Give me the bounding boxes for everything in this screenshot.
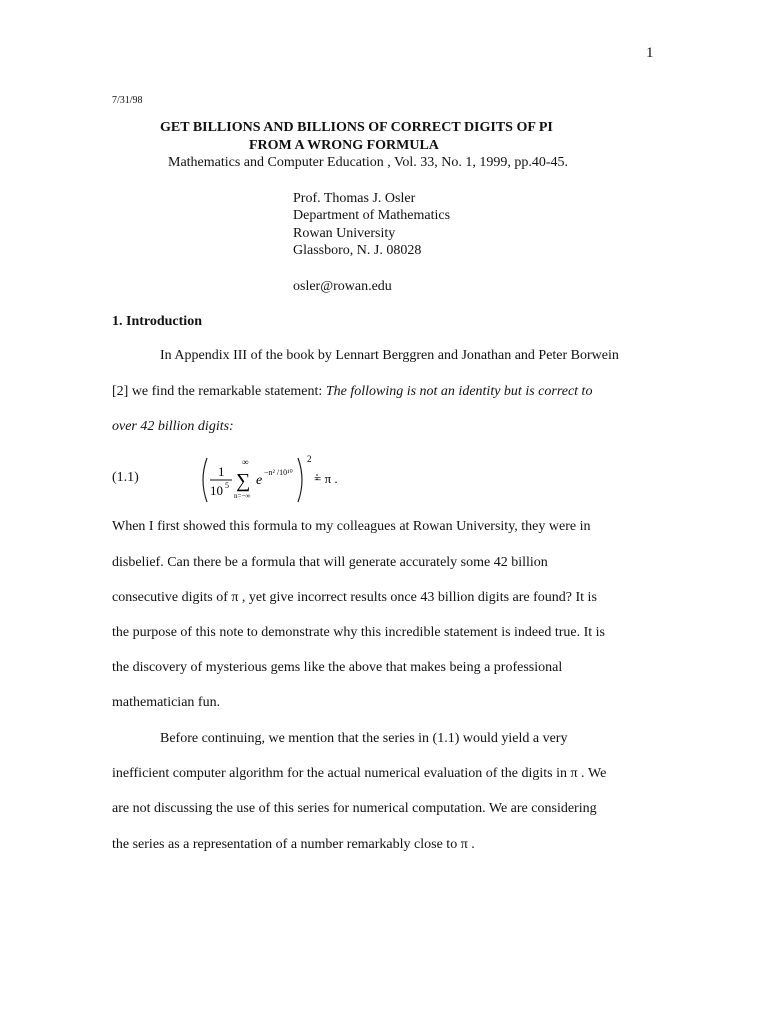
rhs: = π .: [314, 471, 338, 486]
frac-num: 1: [218, 464, 225, 479]
frac-den-base: 10: [210, 483, 223, 498]
para2-line: the purpose of this note to demonstrate why this incredible statement is indeed true. It is: [112, 625, 606, 640]
sum-upper: ∞: [242, 457, 249, 467]
para3-line: inefficient computer algorithm for the actual numerical evaluation of the digits in π . We: [112, 766, 607, 781]
author-department: Department of Mathematics: [293, 208, 451, 223]
para2-line: consecutive digits of π , yet give incorrect results once 43 billion digits are found? It is: [112, 590, 597, 605]
exp-base: e: [256, 473, 263, 488]
para1-line1: In Appendix III of the book by Lennart Berggren and Jonathan and Peter Borwein: [160, 348, 619, 363]
para2-line: mathematician fun.: [112, 695, 221, 710]
para1-line3-italic: over 42 billion digits:: [112, 419, 234, 434]
sigma-icon: ∑: [236, 470, 251, 492]
right-paren: [298, 458, 302, 502]
power: 2: [307, 454, 312, 464]
page-number: 1: [646, 45, 654, 61]
author-email[interactable]: osler@rowan.edu: [293, 279, 392, 294]
title-line-2: FROM A WRONG FORMULA: [249, 138, 439, 153]
para2-line: disbelief. Can there be a formula that will generate accurately some 42 billion: [112, 555, 548, 570]
equation-number: (1.1): [112, 470, 139, 485]
author-name: Prof. Thomas J. Osler: [293, 191, 416, 206]
para1-line2-plain: [2] we find the remarkable statement:: [112, 384, 326, 399]
para3-line: the series as a representation of a number remarkably close to π .: [112, 837, 475, 852]
left-paren: [203, 458, 207, 502]
title-line-1: GET BILLIONS AND BILLIONS OF CORRECT DIGITS OF PI: [160, 120, 553, 135]
section-heading: 1. Introduction: [112, 314, 202, 329]
para1-line3: [112, 419, 234, 435]
exponent: −n² /10¹⁰: [264, 468, 293, 477]
frac-den-exp: 5: [225, 481, 229, 490]
sum-lower: n=−∞: [234, 492, 251, 500]
para1-line2: [112, 384, 592, 400]
para2-line: the discovery of mysterious gems like the above that makes being a professional: [112, 660, 563, 675]
para3-line: Before continuing, we mention that the series in (1.1) would yield a very: [160, 731, 568, 746]
author-university: Rowan University: [293, 226, 396, 241]
para3-line: are not discussing the use of this series for numerical computation. We are considering: [112, 801, 597, 816]
author-city: Glassboro, N. J. 08028: [293, 243, 422, 258]
para1-line2-italic: The following is not an identity but is correct to: [325, 384, 593, 399]
date: 7/31/98: [112, 95, 143, 106]
citation: Mathematics and Computer Education , Vol. 33, No. 1, 1999, pp.40-45.: [168, 155, 568, 170]
para2-line: When I first showed this formula to my colleagues at Rowan University, they were in: [112, 519, 591, 534]
formula-1-1: [196, 452, 376, 508]
